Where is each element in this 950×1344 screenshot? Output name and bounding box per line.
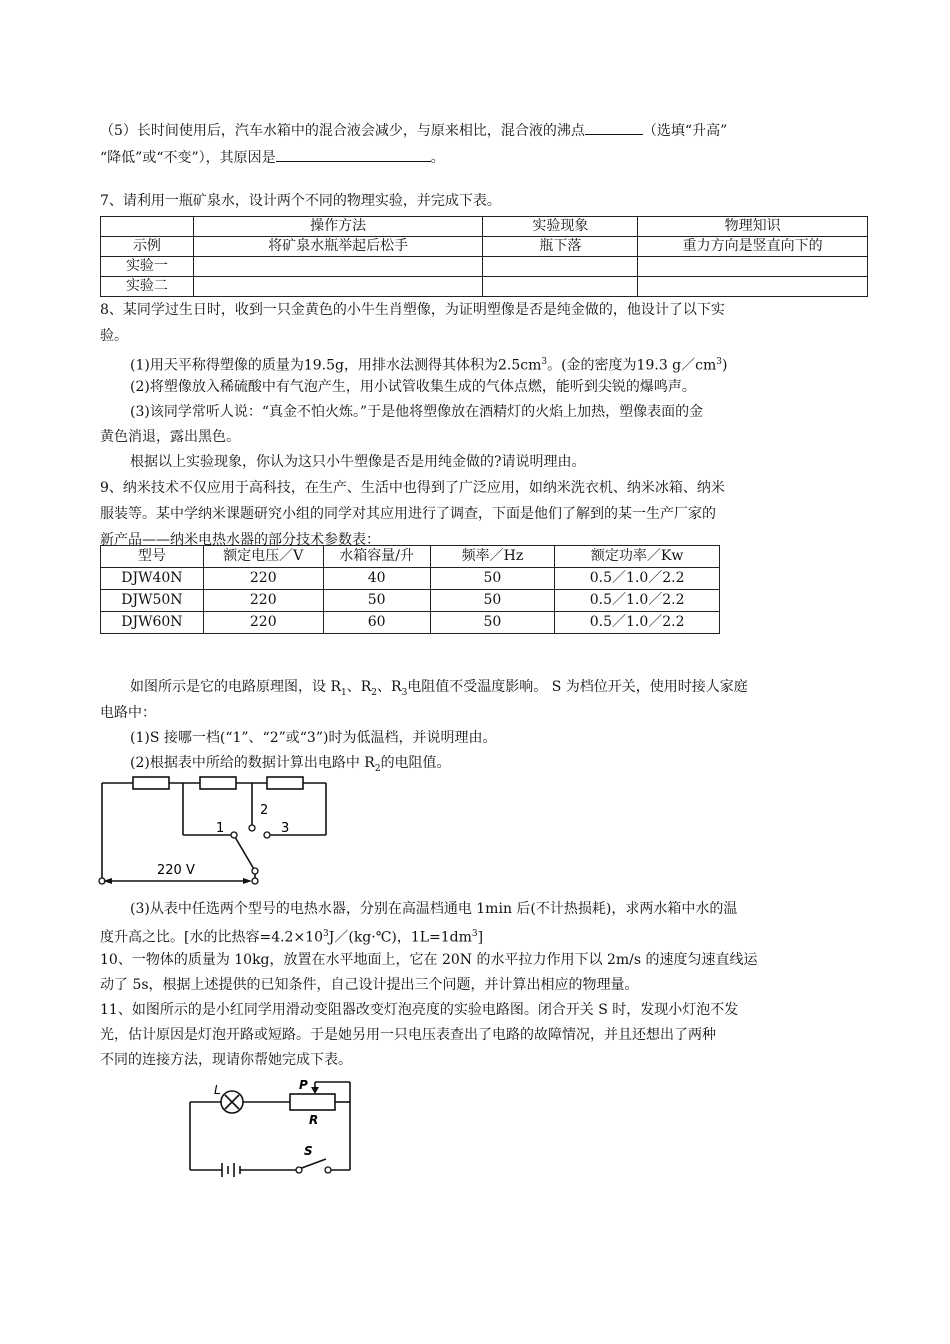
q8-line2: 验。 (100, 328, 128, 344)
header-cell (101, 217, 194, 237)
q9-line1: 9、纳米技术不仅应用于高科技，在生产、生活中也得到了广泛应用，如纳米洗衣机、纳米冰箱、纳米 (100, 480, 725, 496)
q9-sub3a: (3)从表中任选两个型号的电热水器，分别在高温档通电 1min 后(不计热损耗)，求两水箱中水的温 (130, 901, 738, 917)
q11-line2: 光，估计原因是灯泡开路或短路。于是她另用一只电压表查出了电路的故障情况，并且还想出了两种 (100, 1027, 716, 1043)
q9-line2: 服装等。某中学纳米课题研究小组的同学对其应用进行了调查，下面是他们了解到的某一生产厂家的 (100, 506, 716, 522)
table-cell: DJW60N (101, 612, 204, 634)
header-cell: 实验现象 (483, 217, 638, 237)
q9-sub2-text: (2)根据表中所给的数据计算出电路中 R (130, 755, 375, 771)
sup: 3 (471, 929, 478, 939)
slider-arrow-icon (311, 1087, 319, 1094)
table-cell: 50 (430, 568, 555, 590)
sub: 2 (374, 763, 381, 774)
arrow-right-icon (243, 878, 252, 884)
switch-contact (325, 1167, 331, 1173)
table-cell: 重力方向是竖直向下的 (638, 237, 868, 257)
q9-desc1 (130, 676, 748, 704)
table-cell: 将矿泉水瓶举起后松手 (193, 237, 483, 257)
table-cell: 60 (323, 612, 430, 634)
table-row (101, 590, 720, 612)
answer-cell[interactable] (193, 257, 483, 277)
answer-cell[interactable] (638, 277, 868, 297)
answer-cell[interactable] (193, 277, 483, 297)
q9-desc-text: 如图所示是它的电路原理图，设 R (130, 679, 341, 695)
q6-5-text-a: （5）长时间使用后，汽车水箱中的混合液会减少，与原来相比，混合液的沸点 (100, 123, 585, 139)
table-header-row (101, 546, 720, 568)
table-cell: 220 (203, 612, 323, 634)
boiling-point-blank[interactable] (585, 119, 643, 135)
terminal-2 (249, 825, 255, 831)
q7-text: 7、请利用一瓶矿泉水，设计两个不同的物理实验，并完成下表。 (100, 193, 501, 209)
q8-item1-text-b: 。(金的密度为19.3 g／cm (547, 357, 717, 374)
heater-circuit-diagram (95, 768, 340, 893)
table-cell: 实验二 (101, 277, 194, 297)
q9-sub3-text: 度升高之比。[水的比热容=4.2×10 (100, 929, 324, 946)
lamp-circuit-diagram (178, 1072, 368, 1182)
header-cell: 操作方法 (193, 217, 483, 237)
header-cell: 型号 (101, 546, 204, 568)
table-cell: 50 (430, 612, 555, 634)
q6-5-line1 (100, 119, 727, 142)
sub: 3 (401, 687, 408, 698)
rheostat-icon (290, 1094, 335, 1110)
label-l: L (214, 1083, 221, 1097)
sup: 3 (716, 357, 722, 367)
table-row (101, 257, 868, 277)
label-1: 1 (216, 821, 225, 836)
answer-cell[interactable] (483, 277, 638, 297)
table-cell: 0.5／1.0／2.2 (555, 568, 720, 590)
q8-item3b: 黄色消退，露出黑色。 (100, 429, 240, 445)
table-cell: 0.5／1.0／2.2 (555, 590, 720, 612)
q9-desc-text: 、R (346, 679, 372, 695)
sub: 2 (371, 687, 378, 698)
q9-sub3-text-b: J／(kg·℃)，1L=1dm (328, 929, 472, 946)
table-cell: 0.5／1.0／2.2 (555, 612, 720, 634)
q9-table (100, 545, 720, 634)
q11-line1: 11、如图所示的是小红同学用滑动变阻器改变灯泡亮度的实验电路图。闭合开关 S 时，发现小灯泡不发 (100, 1002, 739, 1018)
q6-5-text-b: （选填“升高” (642, 123, 728, 139)
table-cell: 220 (203, 590, 323, 612)
q8-line1: 8、某同学过生日时，收到一只金黄色的小牛生肖塑像，为证明塑像是否是纯金做的，他设计了以下实 (100, 302, 725, 318)
resistor-r2 (200, 777, 236, 789)
header-cell: 额定电压／V (203, 546, 323, 568)
label-r: R (309, 1113, 319, 1127)
table-cell: 50 (430, 590, 555, 612)
header-cell: 额定功率／Kw (555, 546, 720, 568)
q9-sub3b (100, 923, 483, 949)
table-row (101, 277, 868, 297)
table-cell: DJW50N (101, 590, 204, 612)
terminal-3 (264, 832, 270, 838)
q8-item2: (2)将塑像放入稀硫酸中有气泡产生，用小试管收集生成的气体点燃，能听到尖锐的爆鸣声。 (130, 379, 696, 395)
header-cell: 频率／Hz (430, 546, 555, 568)
terminal-1 (231, 832, 237, 838)
table-header-row (101, 217, 868, 237)
q8-question: 根据以上实验现象，你认为这只小牛塑像是否是用纯金做的?请说明理由。 (130, 454, 586, 470)
terminal-right (252, 878, 258, 884)
table-cell: 50 (323, 590, 430, 612)
q9-sub3-text-c: ] (477, 929, 484, 946)
answer-cell[interactable] (483, 257, 638, 277)
table-cell: 实验一 (101, 257, 194, 277)
resistor-r3 (267, 777, 303, 789)
table-cell: 瓶下落 (483, 237, 638, 257)
resistor-r1 (133, 777, 169, 789)
q6-5-line2 (100, 146, 445, 169)
table-row (101, 568, 720, 590)
q11-line3: 不同的连接方法，现请你帮她完成下表。 (100, 1052, 352, 1068)
q6-5-text-d: 。 (430, 150, 445, 166)
q9-desc-text: 电阻值不受温度影响。 S 为档位开关，使用时接人家庭 (407, 679, 748, 695)
q9-sub2-text-b: 的电阻值。 (380, 755, 451, 771)
label-p: P (299, 1078, 308, 1092)
sub: 1 (341, 687, 347, 698)
table-row (101, 612, 720, 634)
q6-5-text-c: “降低”或“不变”），其原因是 (100, 150, 276, 166)
q8-item3a: (3)该同学常听人说：“真金不怕火炼。”于是他将塑像放在酒精灯的火焰上加热，塑像表面的金 (130, 404, 704, 420)
table-cell: DJW40N (101, 568, 204, 590)
switch-pivot (252, 868, 258, 874)
sup: 3 (323, 929, 329, 939)
q9-desc-text: 、R (377, 679, 402, 695)
label-2: 2 (260, 803, 269, 818)
q8-item1 (130, 351, 727, 377)
table-row (101, 237, 868, 257)
switch-contact (296, 1167, 302, 1173)
q9-sub1: (1)S 接哪一档(“1”、“2”或“3”)时为低温档，并说明理由。 (130, 730, 497, 746)
label-3: 3 (281, 821, 290, 836)
header-cell: 物理知识 (638, 217, 868, 237)
voltage-label: 220 V (157, 863, 195, 878)
q7-table (100, 216, 868, 297)
q9-line3: 新产品——纳米电热水器的部分技术参数表： (100, 532, 380, 548)
q8-item1-text-c: ) (722, 357, 728, 374)
label-s: S (304, 1144, 313, 1158)
table-cell: 示例 (101, 237, 194, 257)
sup: 3 (541, 357, 548, 367)
q9-desc2: 电路中： (100, 705, 156, 721)
q10-line2: 动了 5s，根据上述提供的已知条件，自己设计提出三个问题，并计算出相应的物理量。 (100, 977, 639, 993)
answer-cell[interactable] (638, 257, 868, 277)
table-cell: 40 (323, 568, 430, 590)
header-cell: 水箱容量/升 (323, 546, 430, 568)
q8-item1-text: (1)用天平称得塑像的质量为19.5g，用排水法测得其体积为2.5cm (130, 357, 542, 374)
reason-blank[interactable] (276, 146, 431, 162)
q10-line1: 10、一物体的质量为 10kg，放置在水平地面上，它在 20N 的水平拉力作用下以 2m/s 的速度匀速直线运 (100, 952, 758, 968)
table-cell: 220 (203, 568, 323, 590)
